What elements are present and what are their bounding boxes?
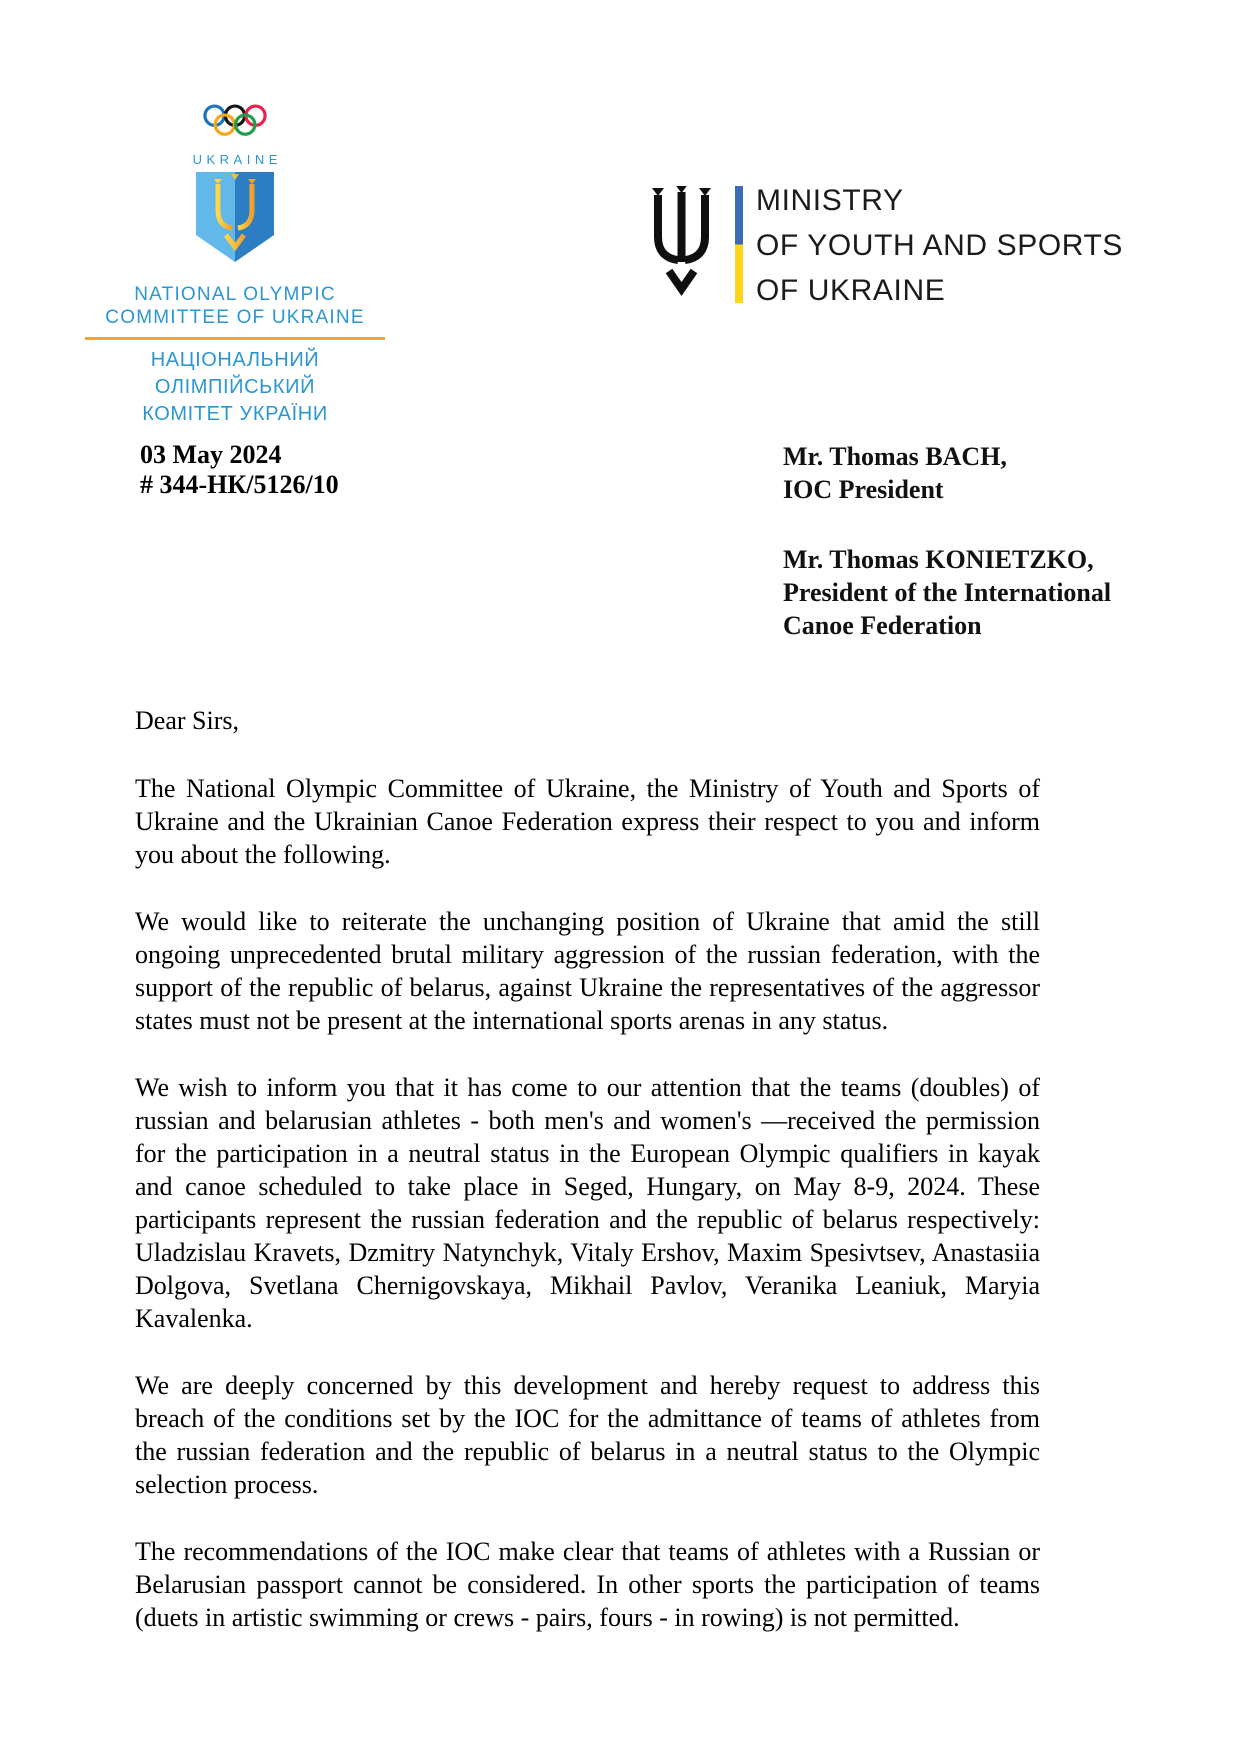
olympic-rings-icon [203, 104, 267, 149]
paragraph-4: We are deeply concerned by this development and hereby request to address this breach of the conditions set by the IOC for the admittance of teams of athletes from the russian federation and the republic of belarus in a neutral status to the Olympic selection process. [135, 1371, 1040, 1499]
noc-name-uk-line2: КОМІТЕТ УКРАЇНИ [142, 403, 328, 425]
ministry-name [756, 178, 1123, 313]
salutation: Dear Sirs, [135, 706, 239, 735]
ministry-name-line1: MINISTRY [756, 184, 904, 217]
orange-divider [85, 337, 385, 340]
letter-number: # 344-НК/5126/10 [140, 470, 339, 499]
noc-name-uk-line1: НАЦІОНАЛЬНИЙ ОЛІМПІЙСЬКИЙ [150, 349, 320, 398]
paragraph-3: We wish to inform you that it has come to our attention that the teams (doubles) of russian and belarusian athletes - both men's and women's —received the permission for the participation in a neutral status in the European Olympic qualifiers in kayak and canoe scheduled to take place in Seged, Hungary, on May 8-9, 2024. These participants represent the russian federation and the republic of belarus respectively: Uladzislau Kravets, Dzmitry Natynchyk, Vitaly Ershov, Maxim Spesivtsev, Anastasiia Dolgova, Svetlana Chernigovskaya, Mikhail Pavlov, Veranika Leaniuk, Maryia Kavalenka. [135, 1073, 1040, 1333]
recipient-title: IOC President [783, 475, 944, 504]
ukraine-trident-shield-icon [196, 172, 274, 267]
recipient-name: Mr. Thomas BACH, [783, 442, 1007, 471]
ministry-name-line3: OF UKRAINE [756, 274, 946, 307]
recipient-bach [783, 440, 1111, 506]
recipients-block [783, 440, 1111, 642]
noc-name-en-line2: COMMITTEE OF UKRAINE [105, 307, 365, 328]
noc-name-en-line1: NATIONAL OLYMPIC [134, 284, 336, 305]
noc-name-ukrainian [68, 347, 402, 428]
recipient-title-line2: Canoe Federation [783, 611, 982, 640]
flag-stripe-bar [735, 186, 743, 303]
recipient-name: Mr. Thomas KONIETZKO, [783, 545, 1094, 574]
ministry-name-line2: OF YOUTH AND SPORTS [756, 229, 1124, 262]
noc-ukraine-logo [68, 104, 402, 428]
recipient-konietzko [783, 543, 1111, 642]
paragraph-5: The recommendations of the IOC make clear that teams of athletes with a Russian or Belarusian passport cannot be considered. In other sports the participation of teams (duets in artistic swimming or crews - pairs, fours - in rowing) is not permitted. [135, 1537, 1040, 1632]
paragraph-2: We would like to reiterate the unchanging position of Ukraine that amid the still ongoing unprecedented brutal military aggression of the russian federation, with the support of the republic of belarus, against Ukraine the representatives of the aggressor states must not be present at the international sports arenas in any status. [135, 907, 1040, 1035]
noc-name-english [68, 283, 402, 329]
paragraph-1: The National Olympic Committee of Ukraine, the Ministry of Youth and Sports of Ukraine and the Ukrainian Canoe Federation express their respect to you and inform you about the following. [135, 774, 1040, 869]
letter-date: 03 May 2024 [140, 440, 282, 469]
noc-rings-caption: UKRAINE [192, 152, 282, 167]
ministry-trident-icon [645, 186, 718, 300]
letter-body [135, 704, 1040, 1634]
recipient-title-line1: President of the International [783, 578, 1112, 607]
ministry-logo [645, 186, 1123, 313]
reference-block [140, 440, 339, 500]
